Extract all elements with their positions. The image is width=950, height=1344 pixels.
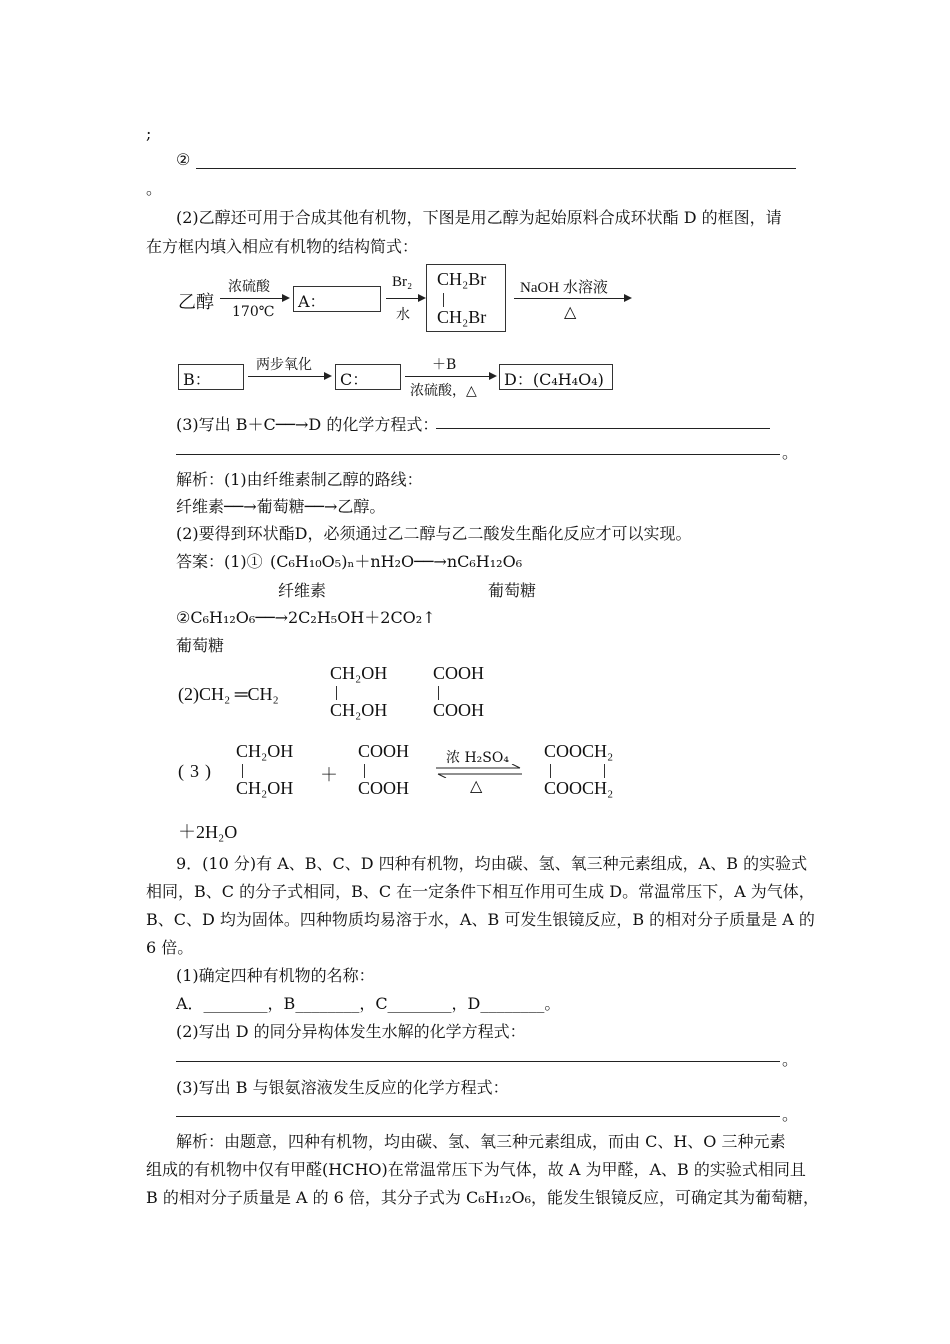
- ester-bond-left: [550, 764, 551, 778]
- arrow2: [386, 298, 418, 299]
- q3-blank-1: [436, 428, 770, 429]
- arrow5-top-label: ＋B: [432, 357, 457, 373]
- q9-sub3-blank: [176, 1116, 780, 1117]
- answer1-eq2: ②C₆H₁₂O₆──→2C₂H₅OH＋2CO₂↑: [176, 608, 436, 627]
- analysis1-line2: 纤维素──→葡萄糖──→乙醇。: [176, 497, 386, 516]
- q9-sub2: (2)写出 D 的同分异构体发生水解的化学方程式：: [176, 1022, 526, 1041]
- analysis2-line3: B 的相对分子质量是 A 的 6 倍，其分子式为 C₆H₁₂O₆，能发生银镜反应，可确定其为葡萄糖，: [146, 1188, 819, 1207]
- box-c-label: C：: [340, 370, 369, 389]
- q3-blank-2: [176, 454, 780, 455]
- start-ethanol: 乙醇: [178, 292, 214, 313]
- eq3-oxalic-bottom: COOH: [358, 778, 410, 798]
- arrow2-head: [418, 294, 426, 302]
- box-b[interactable]: [178, 364, 244, 390]
- q9-sub3-period: 。: [782, 1105, 799, 1124]
- q9-line2: 相同，B、C 的分子式相同，B、C 在一定条件下相互作用可生成 D。常温常压下，A 为气体，: [146, 882, 815, 901]
- dibromo-top: CH₂Br: [437, 269, 487, 289]
- glycol-bond: [336, 686, 337, 700]
- q9-line3: B、C、D 均为固体。四种物质均易溶于水，A、B 可发生银镜反应，B 的相对分子质量是 A 的: [146, 910, 815, 929]
- eq3-oxalic-top: COOH: [358, 741, 410, 761]
- q9-sub2-blank: [176, 1061, 780, 1062]
- q9-line4: 6 倍。: [146, 938, 194, 957]
- box-dibromoethane: [426, 264, 506, 332]
- q2-text-line1: (2)乙醇还可用于合成其他有机物，下图是用乙醇为起始原料合成环状酯 D 的框图，请: [176, 208, 782, 227]
- arrow2-bottom-label: 水: [396, 307, 410, 323]
- glycol-top: CH₂OH: [330, 663, 388, 683]
- q9-sub2-period: 。: [782, 1050, 799, 1069]
- box-d-label: D：(C₄H₄O₄): [504, 370, 604, 389]
- ethylene: (2)CH₂ ═CH₂: [178, 684, 279, 704]
- analysis1-line3: (2)要得到环状酯D，必须通过乙二醇与乙二酸发生酯化反应才可以实现。: [176, 524, 692, 543]
- arrow1-top-label: 浓硫酸: [228, 279, 270, 295]
- answer1-prefix: 答案：(1)①: [176, 552, 263, 571]
- arrow3-head: [624, 294, 632, 302]
- arrow3-top-label: NaOH 水溶液: [520, 280, 608, 296]
- arrow5-bottom-label: 浓硫酸，△: [410, 383, 477, 399]
- dibromo-bond: [443, 293, 444, 307]
- label-glucose: 葡萄糖: [488, 581, 537, 600]
- label-cellulose: 纤维素: [278, 581, 327, 600]
- box-a-label: A：: [298, 292, 326, 311]
- arrow5: [405, 376, 489, 377]
- eq3-glycol-bond: [242, 764, 243, 778]
- label-glucose-2: 葡萄糖: [176, 636, 225, 655]
- arrow4-top-label: 两步氧化: [256, 357, 312, 373]
- arrow4: [248, 376, 324, 377]
- oxalic-top: COOH: [433, 663, 485, 683]
- q3-period: 。: [782, 443, 799, 462]
- eq3-plus: ＋: [320, 765, 338, 785]
- analysis1-line1: 解析：(1)由纤维素制乙醇的路线：: [176, 470, 423, 489]
- ester-bond-right: [604, 764, 605, 778]
- arrow3-bottom-label: △: [564, 302, 577, 321]
- period: 。: [146, 179, 163, 198]
- arrow2-top-label: Br₂: [392, 274, 413, 290]
- arrow1: [220, 298, 282, 299]
- item-2-marker: ②: [176, 150, 191, 169]
- eq3-glycol-bottom: CH₂OH: [236, 778, 294, 798]
- q9-sub3: (3)写出 B 与银氨溶液发生反应的化学方程式：: [176, 1078, 509, 1097]
- glycol-bottom: CH₂OH: [330, 700, 388, 720]
- eq3-glycol-top: CH₂OH: [236, 741, 294, 761]
- eq3-oxalic-bond: [364, 764, 365, 778]
- semicolon: ;: [146, 124, 152, 143]
- answer-blank-line: [196, 168, 796, 169]
- q9-blanks[interactable]: A．________，B________，C________，D________。: [176, 994, 561, 1013]
- answer1-eq1: (C₆H₁₀O₅)ₙ＋nH₂O──→nC₆H₁₂O₆: [270, 552, 523, 571]
- ester-top: COOCH₂: [544, 741, 614, 761]
- ester-bottom: COOCH₂: [544, 778, 614, 798]
- arrow1-bottom-label: 170℃: [232, 304, 275, 320]
- analysis2-line1: 解析：由题意，四种有机物，均由碳、氢、氧三种元素组成，而由 C、H、O 三种元素: [176, 1132, 786, 1151]
- arrow1-head: [282, 294, 290, 302]
- box-c[interactable]: [335, 364, 401, 390]
- q3-text: (3)写出 B＋C──→D 的化学方程式：: [176, 415, 439, 434]
- arrow3: [514, 298, 624, 299]
- box-a[interactable]: [293, 286, 381, 312]
- q9-line1: 9．(10 分)有 A、B、C、D 四种有机物，均由碳、氢、氧三种元素组成，A、B 的实验式: [176, 854, 808, 873]
- water-product: ＋2H₂O: [178, 822, 238, 842]
- eq3-condition-bottom: △: [470, 776, 483, 795]
- box-b-label: B：: [183, 370, 211, 389]
- part3-prefix: (3): [178, 761, 217, 781]
- q2-text-line2: 在方框内填入相应有机物的结构简式：: [146, 237, 419, 256]
- analysis2-line2: 组成的有机物中仅有甲醛(HCHO)在常温常压下为气体，故 A 为甲醛，A、B 的实验式相同且: [146, 1160, 806, 1179]
- arrow4-head: [324, 372, 332, 380]
- box-d[interactable]: [499, 364, 613, 390]
- dibromo-bottom: CH₂Br: [437, 307, 487, 327]
- oxalic-bond: [438, 686, 439, 700]
- arrow5-head: [489, 372, 497, 380]
- eq3-condition-top: 浓 H₂SO₄: [446, 750, 509, 766]
- q9-sub1: (1)确定四种有机物的名称：: [176, 966, 375, 985]
- oxalic-bottom: COOH: [433, 700, 485, 720]
